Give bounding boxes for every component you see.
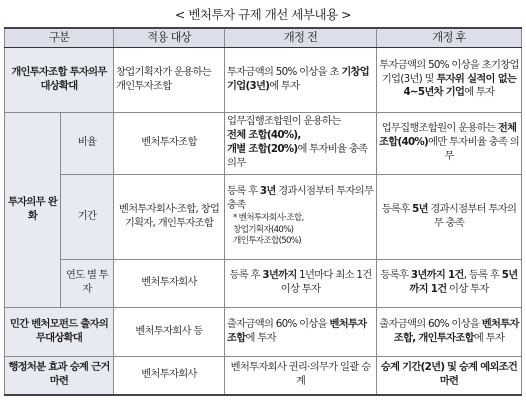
subcategory-cell: 비율 xyxy=(61,112,114,174)
after-cell xyxy=(377,307,522,356)
after-text: 등록후 xyxy=(380,269,409,282)
after-text-tail: 에 투자 xyxy=(464,86,495,99)
note-line: 창업기획자(40%) xyxy=(233,224,294,235)
header-target: 적용 대상 xyxy=(114,28,225,47)
after-cell xyxy=(377,112,522,174)
before-text-tail: 에 투자 xyxy=(269,79,300,92)
header-before: 개정 전 xyxy=(225,28,377,47)
after-cell xyxy=(377,47,522,112)
after-text-tail: 에 투자 xyxy=(473,331,505,344)
after-text: 등록후 xyxy=(381,202,410,215)
table-row xyxy=(5,174,522,259)
before-text: 등록 후 xyxy=(229,269,260,282)
table-row xyxy=(5,259,522,307)
before-cell xyxy=(225,307,377,356)
before-text: 등록 후 xyxy=(227,185,258,198)
before-text-tail: 경과시점부터 투자의무 충족 xyxy=(227,185,374,212)
before-text: 투자금액의 50% 이상을 초 xyxy=(227,65,339,78)
after-text-mid: , 등록 후 xyxy=(463,269,500,282)
after-text: 출자금액의 60% 이상을 xyxy=(379,317,480,330)
after-highlight: 5년까지 1건 xyxy=(409,269,518,295)
before-text: 업무집행조합원이 운용하는 xyxy=(227,115,341,128)
table-row xyxy=(5,112,522,174)
target-cell: 벤처투자회사 등 xyxy=(114,307,225,356)
page-title: < 벤처투자 규제 개선 세부내용 > xyxy=(174,7,352,22)
group-label-cell: 투자의무 완화 xyxy=(5,112,61,307)
regulation-table xyxy=(4,27,522,396)
category-cell: 개인투자조합 투자의무대상확대 xyxy=(5,47,114,112)
after-cell xyxy=(377,174,522,259)
before-text-tail: 에 투자비율 충족 의무 xyxy=(227,143,368,169)
note-block xyxy=(227,213,374,248)
after-text: 업무집행조합원이 운용하는 xyxy=(381,122,496,135)
after-text-mid: 및 xyxy=(446,361,457,374)
target-cell: 벤처투자회사 xyxy=(114,259,225,307)
before-highlight: 전체 조합(40%), xyxy=(227,129,301,142)
header-after: 개정 후 xyxy=(377,28,522,47)
before-highlight: 기창업기업(3년) xyxy=(227,65,370,92)
after-text-tail: 에만 투자비율 충족 의무 xyxy=(428,136,520,162)
after-highlight: 5년 xyxy=(412,202,428,215)
after-text-tail: 이상 투자 xyxy=(449,283,489,295)
subcategory-cell: 연도 별 투자 xyxy=(61,259,114,307)
before-text: 출자금액의 60% 이상을 xyxy=(227,317,327,330)
before-text-tail: 1년마다 최소 1건 이상 투자 xyxy=(280,269,372,295)
before-cell xyxy=(225,47,377,112)
header-category: 구분 xyxy=(5,28,114,47)
before-highlight: 개별 조합(20%) xyxy=(227,143,298,155)
after-text: 투자금액의 50% 이상을 초기창업기업(3년) 및 xyxy=(379,58,519,85)
after-highlight: 투자위 실적이 없는 4~5년차 기업 xyxy=(403,72,517,99)
target-cell: 벤처투자회사 xyxy=(114,356,225,395)
before-cell: 벤처투자회사 권리·의무가 일괄 승계 xyxy=(225,356,377,395)
before-cell xyxy=(225,112,377,174)
after-text-tail: 경과시점부터 투자의무 충족 xyxy=(430,202,517,229)
after-cell xyxy=(377,259,522,307)
note-line: 개인투자조합(50%) xyxy=(233,236,301,247)
after-highlight: 3년까지 1건 xyxy=(410,269,464,282)
target-cell: 창업기획자가 운용하는 개인투자조합 xyxy=(114,47,225,112)
table-row xyxy=(5,47,522,112)
target-cell: 벤처투자조합 xyxy=(114,112,225,174)
category-cell: 행정처분 효과 승계 근거 마련 xyxy=(5,356,114,395)
subcategory-cell: 기간 xyxy=(61,174,114,259)
after-highlight: 승계 기간(2년) xyxy=(380,361,445,374)
after-highlight: 전체 조합(40%) xyxy=(379,122,517,149)
header-row xyxy=(5,28,522,47)
before-highlight: 3년 xyxy=(259,185,276,198)
table-row xyxy=(5,356,522,395)
before-cell xyxy=(225,174,377,259)
after-highlight: 벤처투자조합, 개인투자조합 xyxy=(393,317,519,344)
target-cell: 벤처투자회사·조합, 창업기획자, 개인투자조합 xyxy=(114,174,225,259)
category-cell: 민간 벤처모펀드 출자의무대상확대 xyxy=(5,307,114,356)
table-row xyxy=(5,307,522,356)
after-cell xyxy=(377,356,522,395)
before-cell xyxy=(225,259,377,307)
before-highlight: 벤처투자조합 xyxy=(227,317,367,344)
before-text-tail: 에 투자 xyxy=(245,331,276,344)
before-highlight: 3년까지 xyxy=(262,269,297,282)
note-line: * 벤처투자회사·조합, xyxy=(233,212,304,223)
after-highlight: 승계 예외조건 마련 xyxy=(439,361,518,388)
